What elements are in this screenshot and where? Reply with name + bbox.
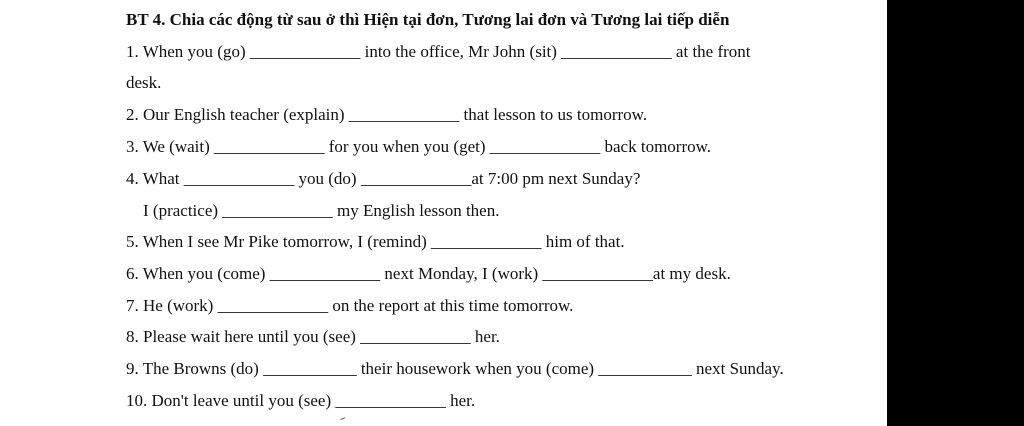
black-side-panel: [887, 0, 1024, 426]
worksheet-title: BT 4. Chia các động từ sau ở thì Hiện tại đơn, Tương lai đơn và Tương lai tiếp diễn: [126, 10, 730, 29]
exercise-line-7: 7. He (work) _____________ on the report at this time tomorrow.: [126, 296, 574, 315]
exercise-line-4: 4. What _____________ you (do) _____________at 7:00 pm next Sunday?: [126, 169, 641, 188]
exercise-line-8: 8. Please wait here until you (see) _____________ her.: [126, 327, 500, 346]
exercise-line-10: 10. Don't leave until you (see) _____________ her.: [126, 391, 476, 410]
exercise-line-9: 9. The Browns (do) ___________ their housework when you (come) ___________ next Sunday.: [126, 359, 784, 378]
exercise-line-3: 3. We (wait) _____________ for you when you (get) _____________ back tomorrow.: [126, 137, 712, 156]
exercise-line-2: 2. Our English teacher (explain) _____________ that lesson to us tomorrow.: [126, 105, 648, 124]
exercise-line-4-answer: I (practice) _____________ my English lesson then.: [143, 201, 500, 220]
exercise-line-6: 6. When you (come) _____________ next Monday, I (work) _____________at my desk.: [126, 264, 731, 283]
exercise-line-5: 5. When I see Mr Pike tomorrow, I (remind) _____________ him of that.: [126, 232, 625, 251]
cutoff-text-fragment: [340, 417, 347, 424]
exercise-line-1: 1. When you (go) _____________ into the office, Mr John (sit) _____________ at the front: [126, 42, 751, 61]
exercise-line-1-continued: desk.: [126, 73, 162, 92]
